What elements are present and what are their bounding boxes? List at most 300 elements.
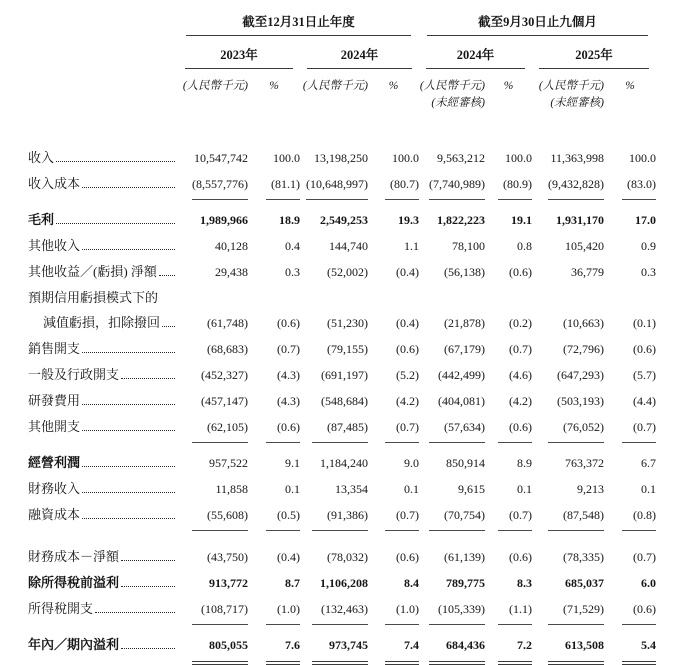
percent-value: 6.0 [641, 576, 656, 590]
cell-amount [419, 571, 485, 596]
dot-leader [95, 612, 175, 613]
percent-value: 1.1 [404, 239, 419, 253]
percent-value: 0.1 [404, 482, 419, 496]
percent-value: (5.7) [633, 368, 656, 382]
cell-percent [485, 477, 532, 502]
cell-amount [532, 571, 604, 596]
percent-value: (1.1) [498, 597, 532, 625]
percent-value: (0.7) [509, 342, 532, 356]
row-label-text: 毛利 [28, 212, 55, 227]
percent-value: 9.0 [404, 456, 419, 470]
cell-amount [178, 208, 248, 233]
cell-percent [604, 633, 656, 665]
percent-value: (0.7) [385, 415, 419, 443]
cell-percent [604, 451, 656, 476]
cell-percent [368, 597, 419, 625]
percent-value: (0.8) [622, 503, 656, 531]
cell-percent [485, 363, 532, 388]
row-label [28, 476, 178, 501]
amount-value: 1,184,240 [320, 456, 368, 470]
cell-percent [248, 545, 300, 570]
amount-value: 144,740 [329, 239, 368, 253]
cell-percent [604, 260, 656, 285]
amount-value: 1,931,170 [556, 213, 604, 227]
cell-percent [485, 389, 532, 414]
dot-leader [82, 352, 175, 353]
cell-amount [532, 597, 604, 625]
table-body [28, 145, 700, 665]
dot-leader [159, 275, 175, 276]
percent-value: 17.0 [635, 213, 656, 227]
percent-label: % [503, 80, 514, 92]
amount-value: (21,878) [444, 316, 485, 330]
percent-value: (0.1) [633, 316, 656, 330]
cell-percent [248, 172, 300, 200]
amount-value: (452,327) [201, 368, 248, 382]
cell-amount [178, 451, 248, 476]
row-label [28, 207, 178, 232]
amount-value: (10,648,997) [306, 172, 368, 200]
percent-value: (0.4) [396, 265, 419, 279]
row-label [28, 285, 178, 310]
cell-percent [248, 337, 300, 362]
table-row-selling-expenses [28, 336, 700, 362]
amount-value: (442,499) [438, 368, 485, 382]
amount-value: (70,754) [429, 503, 485, 531]
row-label-text: 收入成本 [28, 176, 81, 191]
cell-percent [485, 415, 532, 443]
amount-value: (61,748) [207, 316, 248, 330]
cell-percent [368, 571, 419, 596]
cell-percent [248, 260, 300, 285]
cell-amount [419, 363, 485, 388]
cell-amount [300, 208, 368, 233]
percent-value: 7.6 [266, 633, 300, 665]
cell-percent [485, 597, 532, 625]
cell-amount [300, 597, 368, 625]
dot-leader [82, 404, 175, 405]
cell-amount [532, 208, 604, 233]
percent-value: (4.4) [633, 394, 656, 408]
cell-percent [248, 503, 300, 531]
amount-value: (691,197) [321, 368, 368, 382]
cell-percent [604, 208, 656, 233]
cell-amount [178, 337, 248, 362]
percent-value: 100.0 [392, 151, 419, 165]
cell-amount [532, 633, 604, 665]
percent-value: (4.3) [277, 368, 300, 382]
row-label-text: 所得稅開支 [28, 601, 94, 616]
amount-value: (548,684) [321, 394, 368, 408]
cell-amount [300, 172, 368, 200]
amount-value: (503,193) [557, 394, 604, 408]
percent-value: (4.6) [509, 368, 532, 382]
cell-amount [178, 260, 248, 285]
amount-value: (51,230) [327, 316, 368, 330]
cell-amount [419, 389, 485, 414]
cell-amount [178, 363, 248, 388]
amount-value: (404,081) [438, 394, 485, 408]
cell-amount [178, 571, 248, 596]
percent-value: (0.6) [277, 316, 300, 330]
cell-amount [419, 477, 485, 502]
row-label-text: 減值虧損，扣除撥回 [43, 315, 161, 330]
cell-percent [368, 337, 419, 362]
row-label [28, 310, 178, 335]
cell-amount [532, 389, 604, 414]
cell-percent [604, 597, 656, 625]
cell-amount [532, 477, 604, 502]
table-row-ecl-impairment-net-of-reversal [28, 310, 700, 336]
row-label [28, 450, 178, 475]
cell-percent [485, 545, 532, 570]
cell-percent [368, 208, 419, 233]
row-label-text: 其他收入 [28, 238, 81, 253]
percent-value: 8.3 [517, 576, 532, 590]
amount-value: 13,198,250 [314, 151, 368, 165]
cell-percent [368, 451, 419, 476]
cell-amount [419, 633, 485, 665]
percent-value: (1.0) [385, 597, 419, 625]
cell-percent [248, 571, 300, 596]
table-row-profit-before-income-tax [28, 570, 700, 596]
row-label [28, 414, 178, 439]
amount-value: (61,139) [444, 550, 485, 564]
percent-value: 6.7 [641, 456, 656, 470]
amount-value: (71,529) [548, 597, 604, 625]
amount-value: 1,822,223 [437, 213, 485, 227]
cell-amount [300, 234, 368, 259]
row-label-text: 財務成本－淨額 [28, 549, 120, 564]
percent-value: (80.7) [385, 172, 419, 200]
table-row-net-finance-costs [28, 544, 700, 570]
row-label-text: 除所得稅前溢利 [28, 575, 120, 590]
cell-percent [368, 172, 419, 200]
cell-percent [248, 311, 300, 336]
percent-value: (1.0) [266, 597, 300, 625]
amount-value: (78,335) [563, 550, 604, 564]
dot-leader [82, 492, 175, 493]
cell-amount [178, 311, 248, 336]
cell-percent [604, 503, 656, 531]
amount-value: 11,363,998 [550, 151, 604, 165]
percent-value: (0.7) [385, 503, 419, 531]
percent-value: (4.3) [277, 394, 300, 408]
cell-percent [604, 146, 656, 171]
amount-value: 684,436 [429, 633, 485, 665]
table-row-general-and-admin-expenses [28, 362, 700, 388]
percent-value: 0.4 [285, 239, 300, 253]
cell-percent [248, 477, 300, 502]
cell-amount [419, 146, 485, 171]
cell-amount [178, 545, 248, 570]
year-header-row [28, 45, 700, 69]
percent-value: (0.7) [277, 342, 300, 356]
row-label [28, 145, 178, 170]
amount-value: (8,557,776) [192, 172, 248, 200]
percent-value: 100.0 [629, 151, 656, 165]
unit-label: (人民幣千元) [302, 80, 368, 92]
row-label [28, 233, 178, 258]
percent-value: 9.1 [285, 456, 300, 470]
table-row-income-tax-expense [28, 596, 700, 625]
amount-value: 11,858 [215, 482, 248, 496]
cell-percent [604, 363, 656, 388]
amount-value: 805,055 [192, 633, 248, 665]
cell-amount [419, 597, 485, 625]
cell-amount [532, 260, 604, 285]
cell-percent [368, 415, 419, 443]
cell-percent [485, 451, 532, 476]
cell-amount [178, 477, 248, 502]
percent-value: (0.7) [633, 550, 656, 564]
cell-amount [300, 503, 368, 531]
cell-percent [368, 545, 419, 570]
cell-percent [368, 363, 419, 388]
amount-value: (67,179) [444, 342, 485, 356]
period-header-row [28, 12, 700, 36]
row-label-text: 融資成本 [28, 507, 81, 522]
amount-value: 1,989,966 [200, 213, 248, 227]
percent-value: 19.3 [398, 213, 419, 227]
row-label [28, 171, 178, 196]
cell-percent [604, 415, 656, 443]
cell-amount [419, 503, 485, 531]
cell-percent [485, 633, 532, 665]
table-row-gross-profit [28, 207, 700, 233]
amount-value: (9,432,828) [548, 172, 604, 200]
amount-value: (647,293) [557, 368, 604, 382]
cell-percent [485, 503, 532, 531]
year-header-2024: 2024年 [307, 45, 412, 69]
table-row-operating-profit [28, 450, 700, 476]
percent-value: (0.7) [622, 415, 656, 443]
row-label-text: 預期信用虧損模式下的 [28, 290, 159, 305]
cell-percent [604, 234, 656, 259]
row-label [28, 570, 178, 595]
table-row-profit-for-the-period [28, 632, 700, 665]
cell-percent [604, 389, 656, 414]
row-label-text: 財務收入 [28, 481, 81, 496]
year-header-2024-interim: 2024年 [426, 45, 525, 69]
cell-percent [604, 571, 656, 596]
percent-value: 0.1 [517, 482, 532, 496]
amount-value: 9,615 [458, 482, 485, 496]
row-label [28, 544, 178, 569]
table-row-finance-income [28, 476, 700, 502]
percent-value: (0.5) [266, 503, 300, 531]
amount-value: (52,002) [327, 265, 368, 279]
percent-value: 0.1 [641, 482, 656, 496]
percent-value: (0.2) [509, 316, 532, 330]
percent-value: (5.2) [396, 368, 419, 382]
percent-value: (0.6) [396, 342, 419, 356]
cell-amount [532, 337, 604, 362]
amount-value: (91,386) [312, 503, 368, 531]
cell-percent [485, 172, 532, 200]
dot-leader [121, 560, 175, 561]
amount-value: 973,745 [312, 633, 368, 665]
cell-percent [368, 477, 419, 502]
amount-value: 9,563,212 [437, 151, 485, 165]
cell-percent [485, 571, 532, 596]
table-row-ecl-impairment-caption [28, 285, 700, 310]
cell-percent [248, 451, 300, 476]
cell-percent [368, 311, 419, 336]
cell-amount [178, 389, 248, 414]
cell-amount [300, 260, 368, 285]
amount-value: 1,106,208 [320, 576, 368, 590]
percent-value: (4.2) [396, 394, 419, 408]
amount-value: (56,138) [444, 265, 485, 279]
cell-amount [300, 146, 368, 171]
dot-leader [162, 326, 175, 327]
percent-value: (4.2) [509, 394, 532, 408]
cell-percent [485, 311, 532, 336]
amount-value: (57,634) [429, 415, 485, 443]
unaudited-note: (未經審核) [431, 97, 485, 109]
cell-percent [248, 208, 300, 233]
percent-value: 8.9 [517, 456, 532, 470]
cell-amount [419, 451, 485, 476]
cell-amount [532, 311, 604, 336]
table-row-other-expenses [28, 414, 700, 443]
percent-value: (0.6) [396, 550, 419, 564]
cell-amount [419, 208, 485, 233]
percent-label: % [625, 80, 635, 92]
row-label-text: 一般及行政開支 [28, 367, 120, 382]
table-row-other-gains-losses-net [28, 259, 700, 285]
amount-value: (87,548) [548, 503, 604, 531]
cell-amount [300, 571, 368, 596]
percent-label: % [269, 80, 279, 92]
percent-value: 0.3 [641, 265, 656, 279]
table-row-rd-expenses [28, 388, 700, 414]
percent-value: (0.4) [277, 550, 300, 564]
amount-value: (7,740,989) [429, 172, 485, 200]
amount-value: 2,549,253 [320, 213, 368, 227]
percent-value: 7.2 [498, 633, 532, 665]
percent-value: 100.0 [505, 151, 532, 165]
cell-amount [532, 363, 604, 388]
cell-percent [604, 545, 656, 570]
cell-amount [178, 597, 248, 625]
cell-percent [368, 633, 419, 665]
amount-value: 763,372 [565, 456, 604, 470]
amount-value: 105,420 [565, 239, 604, 253]
amount-value: (68,683) [207, 342, 248, 356]
amount-value: 40,128 [215, 239, 248, 253]
cell-amount [300, 311, 368, 336]
cell-amount [419, 172, 485, 200]
cell-percent [485, 208, 532, 233]
cell-amount [300, 451, 368, 476]
amount-value: 685,037 [565, 576, 604, 590]
amount-value: (76,052) [548, 415, 604, 443]
cell-amount [419, 415, 485, 443]
percent-value: 8.4 [404, 576, 419, 590]
period-header-annual: 截至12月31日止年度 [186, 12, 411, 36]
row-label-text: 其他開支 [28, 419, 81, 434]
cell-percent [485, 234, 532, 259]
unit-label-unaudited: (人民幣千元) (未經審核) [532, 78, 604, 112]
cell-percent [604, 311, 656, 336]
percent-value: 19.1 [511, 213, 532, 227]
cell-amount [300, 363, 368, 388]
period-header-nine-months: 截至9月30日止九個月 [427, 12, 648, 36]
amount-value: (79,155) [327, 342, 368, 356]
cell-amount [178, 503, 248, 531]
dot-leader [121, 586, 175, 587]
cell-amount [532, 234, 604, 259]
amount-value: 36,779 [571, 265, 604, 279]
row-label-text: 其他收益／(虧損) 淨額 [28, 264, 157, 279]
amount-value: (72,796) [563, 342, 604, 356]
cell-amount [532, 415, 604, 443]
amount-value: (62,105) [192, 415, 248, 443]
amount-value: 10,547,742 [194, 151, 248, 165]
percent-value: (81.1) [266, 172, 300, 200]
unit-header-row [28, 78, 700, 112]
cell-amount [532, 451, 604, 476]
cell-percent [604, 172, 656, 200]
amount-value: (132,463) [312, 597, 368, 625]
percent-value: (0.7) [498, 503, 532, 531]
year-header-2025-interim: 2025年 [539, 45, 649, 69]
amount-value: (78,032) [327, 550, 368, 564]
cell-percent [248, 415, 300, 443]
percent-value: 0.9 [641, 239, 656, 253]
cell-percent [368, 260, 419, 285]
percent-value: 0.8 [517, 239, 532, 253]
cell-percent [248, 389, 300, 414]
percent-value: 8.7 [285, 576, 300, 590]
amount-value: (457,147) [201, 394, 248, 408]
cell-amount [300, 389, 368, 414]
cell-percent [248, 633, 300, 665]
amount-value: 613,508 [548, 633, 604, 665]
percent-value: (0.6) [633, 342, 656, 356]
row-label [28, 388, 178, 413]
dot-leader [82, 430, 175, 431]
cell-percent [368, 503, 419, 531]
cell-percent [368, 146, 419, 171]
dot-leader [121, 648, 175, 649]
percent-value: (0.6) [266, 415, 300, 443]
cell-percent [604, 337, 656, 362]
row-label [28, 502, 178, 527]
row-label [28, 596, 178, 621]
table-row-finance-costs [28, 502, 700, 531]
amount-value: 913,772 [209, 576, 248, 590]
row-label [28, 632, 178, 657]
row-label-text: 銷售開支 [28, 341, 81, 356]
cell-amount [419, 337, 485, 362]
amount-value: 29,438 [215, 265, 248, 279]
cell-amount [532, 146, 604, 171]
cell-amount [178, 415, 248, 443]
amount-value: (108,717) [192, 597, 248, 625]
cell-amount [300, 337, 368, 362]
amount-value: 13,354 [335, 482, 368, 496]
cell-amount [532, 503, 604, 531]
percent-value: (0.4) [396, 316, 419, 330]
cell-percent [604, 477, 656, 502]
dot-leader [82, 187, 175, 188]
amount-value: 78,100 [452, 239, 485, 253]
cell-amount [419, 545, 485, 570]
percent-value: 100.0 [273, 151, 300, 165]
